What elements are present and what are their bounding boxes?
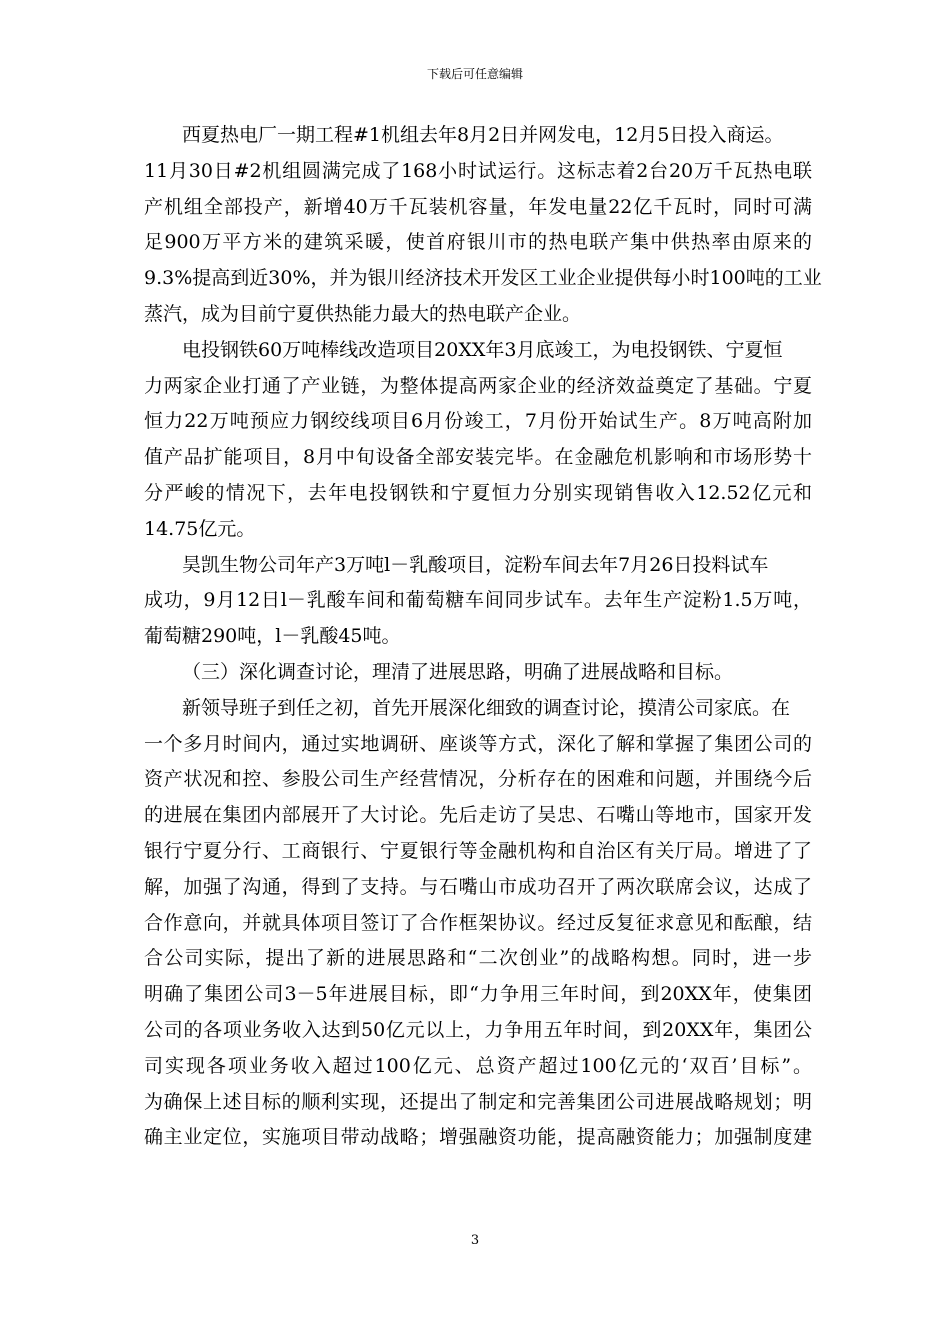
text-line: 分严峻的情况下，去年电投钢铁和宁夏恒力分别实现销售收入12.52亿元和 [144, 481, 812, 504]
text-line: 为确保上述目标的顺利实现，还提出了制定和完善集团公司进展战略规划；明 [144, 1090, 812, 1113]
text-line: 蒸汽，成为目前宁夏供热能力最大的热电联产企业。 [144, 302, 582, 325]
text-line: 银行宁夏分行、工商银行、宁夏银行等金融机构和自治区有关厅局。增进了了 [144, 839, 812, 862]
text-line: 恒力22万吨预应力钢绞线项目6月份竣工，7月份开始试生产。8万吨高附加 [144, 410, 812, 433]
text-line: 产机组全部投产，新增40万千瓦装机容量，年发电量22亿千瓦时，同时可满 [144, 195, 812, 218]
text-line: 力两家企业打通了产业链，为整体提高两家企业的经济效益奠定了基础。宁夏 [144, 374, 812, 397]
text-line: 公司的各项业务收入达到50亿元以上，力争用五年时间，到20XX年，集团公 [144, 1018, 812, 1041]
text-line: 新领导班子到任之初，首先开展深化细致的调查讨论，摸清公司家底。在 [182, 696, 791, 719]
text-line: 明确了集团公司3－5年进展目标，即“力争用三年时间，到20XX年，使集团 [144, 983, 812, 1006]
text-line: 值产品扩能项目，8月中旬设备全部安装完毕。在金融危机影响和市场形势十 [144, 446, 812, 469]
text-line: 11月30日#2机组圆满完成了168小时试运行。这标志着2台20万千瓦热电联 [144, 159, 812, 182]
page-number: 3 [470, 1233, 480, 1248]
text-line: 9.3%提高到近30%，并为银川经济技术开发区工业企业提供每小时100吨的工业 [144, 267, 822, 290]
text-line: 昊凯生物公司年产3万吨l－乳酸项目，淀粉车间去年7月26日投料试车 [182, 553, 769, 576]
text-line: 14.75亿元。 [144, 517, 256, 540]
text-line: 足900万平方米的建筑采暖，使首府银川市的热电联产集中供热率由原来的 [144, 231, 812, 254]
text-line: 司实现各项业务收入超过100亿元、总资产超过100亿元的‘双百’目标”。 [144, 1054, 812, 1077]
page-header: 下载后可任意编辑 [426, 67, 523, 81]
text-line: 确主业定位，实施项目带动战略；增强融资功能，提高融资能力；加强制度建 [144, 1126, 812, 1149]
text-line: 资产状况和控、参股公司生产经营情况，分析存在的困难和问题，并围绕今后 [144, 768, 812, 791]
text-line: 解，加强了沟通，得到了支持。与石嘴山市成功召开了两次联席会议，达成了 [144, 875, 812, 898]
text-line: 西夏热电厂一期工程#1机组去年8月2日并网发电，12月5日投入商运。 [182, 124, 784, 146]
text-line: 葡萄糖290吨，l－乳酸45吨。 [144, 625, 401, 648]
document-body [144, 118, 822, 1156]
section-heading: （三）深化调查讨论，理清了进展思路，明确了进展战略和目标。 [182, 660, 734, 683]
text-line: 的进展在集团内部展开了大讨论。先后走访了吴忠、石嘴山等地市，国家开发 [144, 804, 812, 827]
text-line: 合作意向，并就具体项目签订了合作框架协议。经过反复征求意见和酝酿，结 [144, 911, 812, 934]
text-line: 成功，9月12日l－乳酸车间和葡萄糖车间同步试车。去年生产淀粉1.5万吨， [144, 589, 812, 612]
text-line: 合公司实际，提出了新的进展思路和“二次创业”的战略构想。同时，进一步 [144, 947, 812, 970]
text-line: 电投钢铁60万吨棒线改造项目20XX年3月底竣工，为电投钢铁、宁夏恒 [182, 338, 783, 361]
text-line: 一个多月时间内，通过实地调研、座谈等方式，深化了解和掌握了集团公司的 [144, 732, 812, 755]
